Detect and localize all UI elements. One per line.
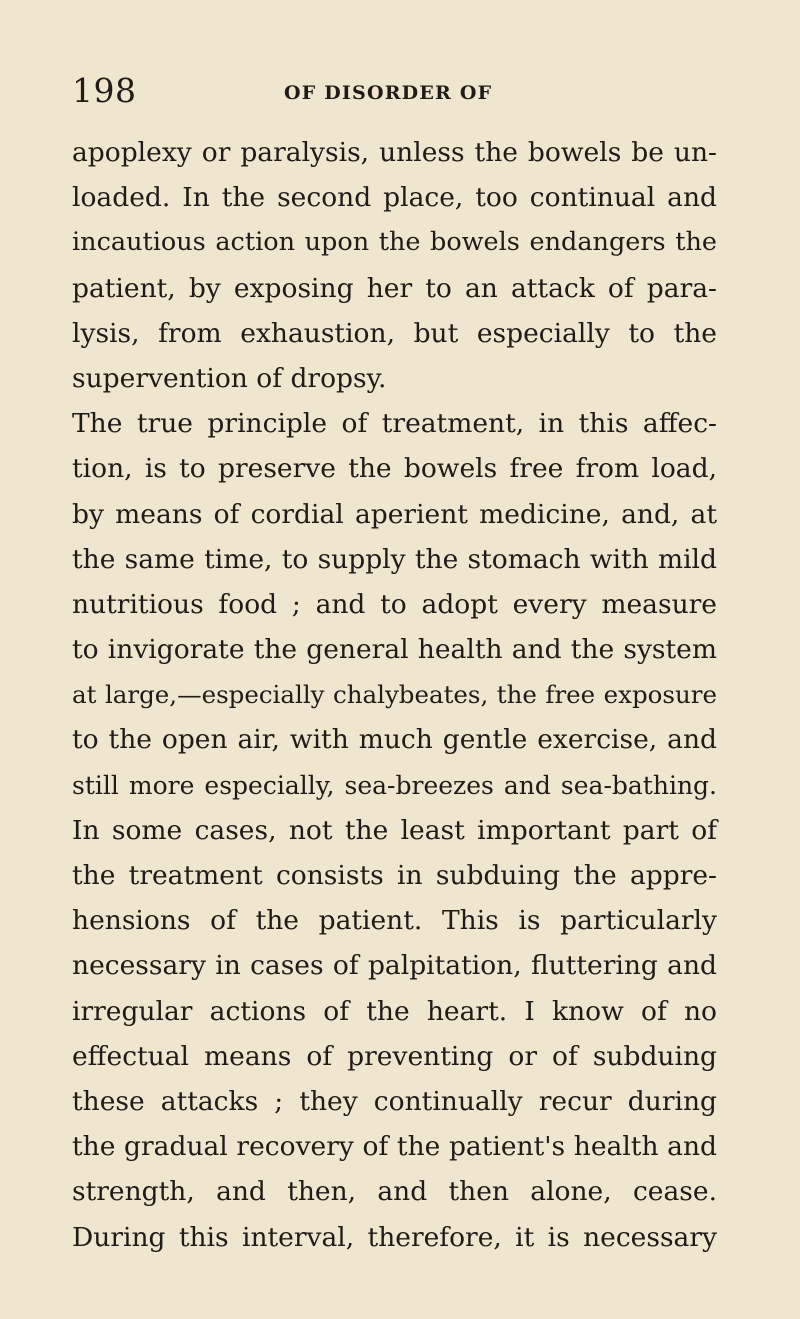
text-line: patient, by exposing her to an attack of para- [72, 272, 717, 304]
text-line: the treatment consists in subduing the appre- [72, 860, 717, 891]
text-line: by means of cordial aperient medicine, and, at [72, 498, 717, 530]
text-line: The true principle of treatment, in this affec- [72, 408, 717, 440]
text-line: effectual means of preventing or of subduing [72, 1040, 717, 1072]
text-line: to invigorate the general health and the system [72, 634, 717, 666]
text-line: strength, and then, and then alone, cease. [72, 1176, 717, 1208]
body-text [72, 130, 717, 1260]
text-line: loaded. In the second place, too continual and [72, 182, 717, 214]
text-line: hensions of the patient. This is particularly [72, 905, 717, 937]
text-line: necessary in cases of palpitation, fluttering and [72, 950, 717, 982]
text-line: to the open air, with much gentle exercise, and [72, 724, 717, 756]
text-line: supervention of dropsy. [72, 362, 387, 394]
text-line: these attacks ; they continually recur during [72, 1085, 717, 1117]
text-line: lysis, from exhaustion, but especially to the [72, 317, 717, 349]
text-line: the gradual recovery of the patient's health and [72, 1131, 717, 1163]
text-line: apoplexy or paralysis, unless the bowels be un- [72, 137, 717, 168]
text-line: In some cases, not the least important part of [72, 814, 717, 846]
running-title: OF DISORDER OF [284, 82, 493, 104]
text-line: irregular actions of the heart. I know of no [72, 995, 717, 1027]
text-line: at large,—especially chalybeates, the free exposure [72, 680, 717, 710]
page-number: 198 [72, 71, 137, 110]
text-line: During this interval, therefore, it is necessary [72, 1221, 717, 1253]
text-line: tion, is to preserve the bowels free from load, [72, 453, 717, 485]
text-line: nutritious food ; and to adopt every measure [72, 588, 717, 620]
text-line: incautious action upon the bowels endangers the [72, 227, 717, 258]
text-line: the same time, to supply the stomach with mild [72, 543, 717, 575]
running-head [72, 71, 712, 110]
text-line: still more especially, sea-breezes and sea-bathing. [72, 770, 717, 800]
